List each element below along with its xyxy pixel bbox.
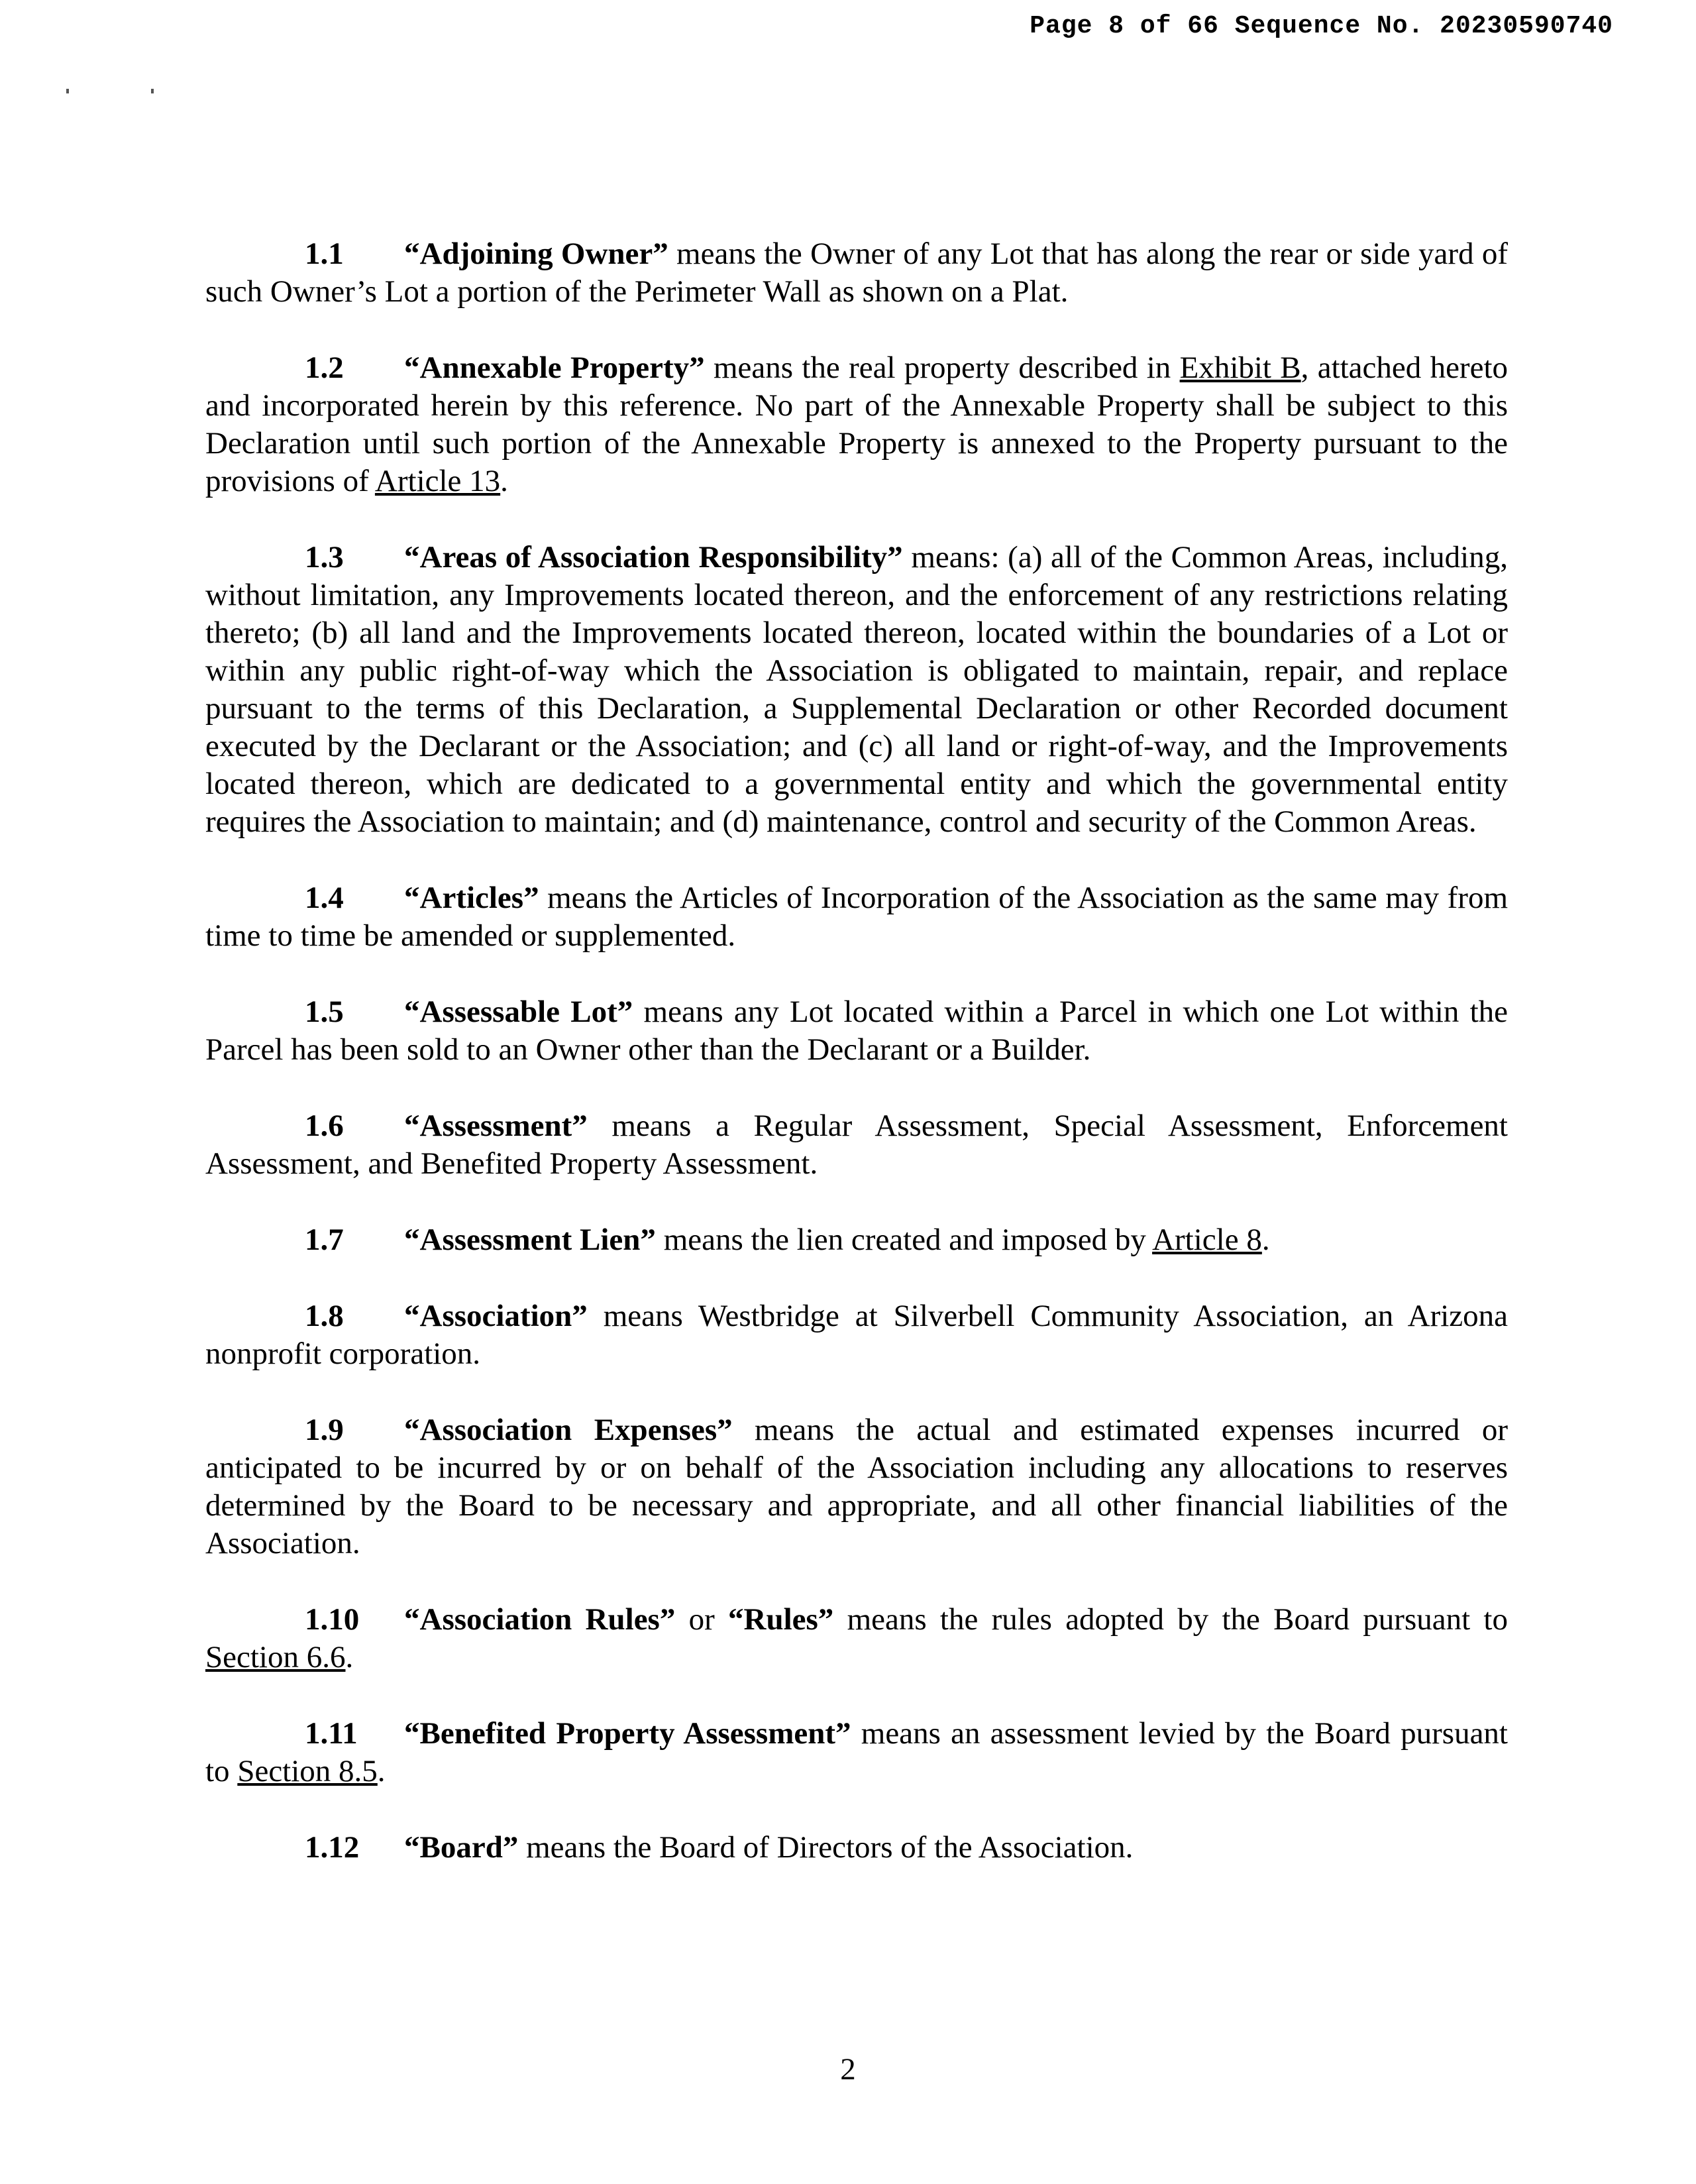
defined-term: “Assessment Lien”	[404, 1223, 656, 1257]
definition-text: means Westbridge at Silverbell Community Association, an Arizona nonprofit corporation.	[205, 1299, 1508, 1371]
definition-1-3	[205, 539, 1508, 841]
section-number: 1.1	[305, 237, 344, 271]
definition-1-8	[205, 1297, 1508, 1373]
definition-1-11	[205, 1715, 1508, 1790]
definition-text: means the Articles of Incorporation of the Association as the same may from time to time be amended or supplemented.	[205, 881, 1508, 953]
definition-text: means any Lot located within a Parcel in which one Lot within the Parcel has been sold to an Owner other than the Declarant or a Builder.	[205, 995, 1508, 1067]
definition-1-2	[205, 349, 1508, 500]
defined-term: “Association Expenses”	[404, 1413, 733, 1447]
definition-1-4	[205, 879, 1508, 955]
section-number: 1.9	[305, 1413, 344, 1447]
definition-text: means the real property described in	[704, 351, 1180, 385]
definition-text: means the Board of Directors of the Association.	[518, 1830, 1134, 1865]
section-number: 1.3	[305, 540, 344, 574]
page-number: 2	[840, 2052, 856, 2087]
definition-1-1	[205, 235, 1508, 311]
definition-text: means a Regular Assessment, Special Assessment, Enforcement Assessment, and Benefited Property Assessment.	[205, 1109, 1508, 1181]
definition-text: means the rules adopted by the Board pursuant to	[833, 1602, 1508, 1637]
recording-stamp: Page 8 of 66 Sequence No. 20230590740	[1030, 12, 1613, 40]
defined-term: “Board”	[404, 1830, 519, 1865]
article-reference: Article 8	[1152, 1223, 1262, 1257]
section-number: 1.7	[305, 1223, 344, 1257]
definition-1-12	[205, 1829, 1508, 1867]
definition-text: means an assessment levied by the Board pursuant to	[205, 1716, 1508, 1788]
definition-1-5	[205, 993, 1508, 1069]
defined-term: “Assessable Lot”	[404, 995, 633, 1029]
defined-term: “Association”	[404, 1299, 588, 1333]
definition-text: or	[675, 1602, 729, 1637]
definitions-list	[205, 235, 1508, 1905]
definition-text: .	[377, 1754, 386, 1788]
scan-artifact	[66, 89, 69, 93]
section-number: 1.4	[305, 881, 344, 915]
defined-term: “Rules”	[728, 1602, 834, 1637]
section-number: 1.8	[305, 1299, 344, 1333]
defined-term: “Adjoining Owner”	[404, 237, 668, 271]
definition-text: means the actual and estimated expenses incurred or anticipated to be incurred by or on behalf of the Association including any allocations to reserves determined by the Board to be necessary and appropriate, and all other financial liabilities of the Association.	[205, 1413, 1508, 1560]
definition-text: means the Owner of any Lot that has along the rear or side yard of such Owner’s Lot a portion of the Perimeter Wall as shown on a Plat.	[205, 237, 1508, 309]
definition-1-10	[205, 1601, 1508, 1676]
defined-term: “Benefited Property Assessment”	[404, 1716, 851, 1751]
article-reference: Article 13	[374, 464, 501, 498]
definition-1-9	[205, 1411, 1508, 1562]
section-number: 1.6	[305, 1109, 344, 1143]
defined-term: “Assessment”	[404, 1109, 588, 1143]
defined-term: “Articles”	[404, 881, 539, 915]
definition-1-7	[205, 1221, 1508, 1259]
definition-text: means the lien created and imposed by	[655, 1223, 1153, 1257]
definition-1-6	[205, 1107, 1508, 1183]
definition-text: means: (a) all of the Common Areas, including, without limitation, any Improvements located thereon, and the enforcement of any restrictions relating thereto; (b) all land and the Improvements located thereon, located within the boundaries of a Lot or within any public right-of-way which the Association is obligated to maintain, repair, and replace pursuant to the terms of this Declaration, a Supplemental Declaration or other Recorded document executed by the Declarant or the Association; and (c) all land or right-of-way, and the Improvements located thereon, which are dedicated to a governmental entity and which the governmental entity requires the Association to maintain; and (d) maintenance, control and security of the Common Areas.	[205, 540, 1508, 839]
section-number: 1.2	[305, 351, 344, 385]
section-reference: Section 8.5	[237, 1754, 378, 1788]
section-number: 1.5	[305, 995, 344, 1029]
section-reference: Section 6.6	[205, 1640, 346, 1674]
definition-text: , attached hereto and incorporated herein by this reference. No part of the Annexable Property shall be subject to this Declaration until such portion of the Annexable Property is annexed to the Property pursuant to the provisions of	[205, 351, 1509, 498]
definition-text: .	[500, 464, 508, 498]
section-number: 1.10	[305, 1602, 360, 1637]
defined-term: “Association Rules”	[404, 1602, 676, 1637]
exhibit-reference: Exhibit B	[1179, 351, 1301, 385]
section-number: 1.12	[305, 1830, 360, 1865]
defined-term: “Areas of Association Responsibility”	[404, 540, 903, 574]
definition-text: .	[1261, 1223, 1270, 1257]
section-number: 1.11	[305, 1716, 358, 1751]
scan-artifact	[151, 89, 154, 93]
defined-term: “Annexable Property”	[404, 351, 705, 385]
definition-text: .	[345, 1640, 354, 1674]
